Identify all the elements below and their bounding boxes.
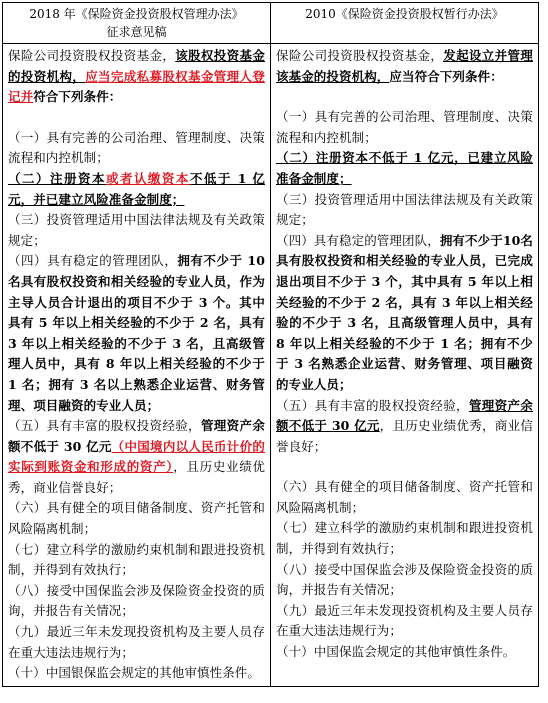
- right-item-3: （三）投资管理适用中国法律法规及有关政策规定；: [276, 191, 533, 228]
- column-2018: [3, 44, 271, 687]
- right-item-5-b: 管理资产余额不低于 30 亿元: [276, 397, 533, 434]
- left-item-6: （六）具有健全的项目储备制度、资产托管和风险隔离机制；: [8, 500, 265, 537]
- left-item-7: （七）建立科学的激励约束机制和跟进投资机制，并得到有效执行；: [8, 541, 265, 578]
- left-item-4: [8, 251, 265, 416]
- right-item-5-c: ，且历史业绩优秀，商业信誉良好；: [276, 418, 533, 454]
- right-item-5: [276, 396, 533, 458]
- left-item-5-a: （五）具有丰富的股权投资经验，: [8, 418, 201, 434]
- right-item-10: （十）中国保监会规定的其他审慎性条件。: [276, 644, 516, 660]
- left-intro-registration: 应当完成私募股权基金管理人登记并: [8, 68, 265, 105]
- left-item-5-red: （中国境内以人民币计价的实际到账资金和形成的资产）: [8, 438, 265, 475]
- header-2018-title: 2018 年《保险资金投资股权管理办法》: [29, 7, 244, 21]
- right-item-8: （八）接受中国保监会涉及保险资金投资的质询，并报告有关情况；: [276, 561, 533, 598]
- left-item-3: （三）投资管理适用中国法律法规及有关政策规定；: [8, 212, 265, 248]
- left-item-5-d: ，且历史业绩优秀，商业信誉良好；: [8, 459, 265, 495]
- right-intro-institution: 发起设立并管理该基金的投资机构，: [276, 48, 533, 84]
- left-item-5-b: 管理资产余额不低于 30 亿元: [8, 418, 265, 454]
- right-item-1: （一）具有完善的公司治理、管理制度、决策流程和内控机制；: [276, 109, 533, 145]
- left-item-2-a: （二）注册资本: [8, 170, 106, 186]
- content-row: [3, 44, 539, 687]
- header-2018: [3, 3, 271, 44]
- left-item-2-red: 或者认缴资本: [105, 170, 190, 186]
- header-row: [3, 3, 539, 44]
- left-item-2: [8, 169, 265, 210]
- header-2018-subtitle: 征求意见稿: [106, 25, 167, 39]
- left-item-5: [8, 416, 265, 498]
- left-item-10: （十）中国银保监会规定的其他审慎性条件。: [8, 665, 261, 681]
- left-intro: [8, 46, 265, 108]
- right-item-4: [276, 231, 533, 396]
- left-item-4-a: （四）具有稳定的管理团队，: [8, 253, 178, 269]
- left-intro-conditions: 符合下列条件：: [33, 89, 122, 105]
- right-item-4-a: （四）具有稳定的管理团队，: [276, 232, 440, 248]
- right-intro: [276, 46, 533, 87]
- left-item-8: （八）接受中国保监会涉及保险资金投资的质询，并报告有关情况；: [8, 582, 265, 619]
- left-item-2-c: 不低于 1 亿元，并已建立风险准备金制度；: [8, 170, 265, 207]
- comparison-table: [2, 2, 539, 687]
- left-item-4-b: 拥有不少于 10 名具有股权投资和相关经验的专业人员，作为主导人员合计退出的项目不少于 3 个。其中具有 5 年以上相关经验的不少于 2 名，具有 3 年以上相关经验的不少于 3 名，且高级管理人员中，具有 8 年以上相关经验的不少于 1 名；拥有 3 名以上熟悉企业运营、财务管理、项目融资的专业人员；: [8, 253, 265, 413]
- right-item-6: （六）具有健全的项目储备制度、资产托管和风险隔离机制；: [276, 479, 533, 515]
- left-item-9: （九）最近三年未发现投资机构及主要人员存在重大违法违规行为；: [8, 624, 265, 660]
- left-intro-text: 保险公司投资股权投资基金，: [8, 48, 176, 63]
- column-2010: [271, 44, 539, 687]
- right-item-5-a: （五）具有丰富的股权投资经验，: [276, 397, 469, 413]
- right-intro-text: 保险公司投资股权投资基金，: [276, 48, 444, 63]
- right-item-7: （七）建立科学的激励约束机制和跟进投资机制，并得到有效执行；: [276, 520, 533, 557]
- right-item-2: （二）注册资本不低于 1 亿元，已建立风险准备金制度；: [276, 150, 533, 186]
- left-item-1: （一）具有完善的公司治理、管理制度、决策流程和内控机制；: [8, 129, 265, 166]
- header-2010: [271, 3, 539, 44]
- left-intro-institution: 该股权投资基金的投资机构，: [8, 48, 265, 84]
- right-item-4-b: 拥有不少于10名具有股权投资和相关经验的专业人员，已完成退出项目不少于 3 个，其中具有 5 年以上相关经验的不少于 2 名，具有 3 年以上相关经验的不少于 3 名，且高级管理人员中，具有 8 年以上相关经验的不少于 1 名；拥有不少于 3 名熟悉企业运营、财务管理、项目融资的专业人员；: [276, 232, 534, 392]
- header-2010-title: 2010《保险资金投资股权暂行办法》: [305, 7, 504, 21]
- right-intro-conditions: 应当符合下列条件：: [389, 68, 503, 84]
- right-item-9: （九）最近三年未发现投资机构及主要人员存在重大违法违规行为；: [276, 602, 533, 639]
